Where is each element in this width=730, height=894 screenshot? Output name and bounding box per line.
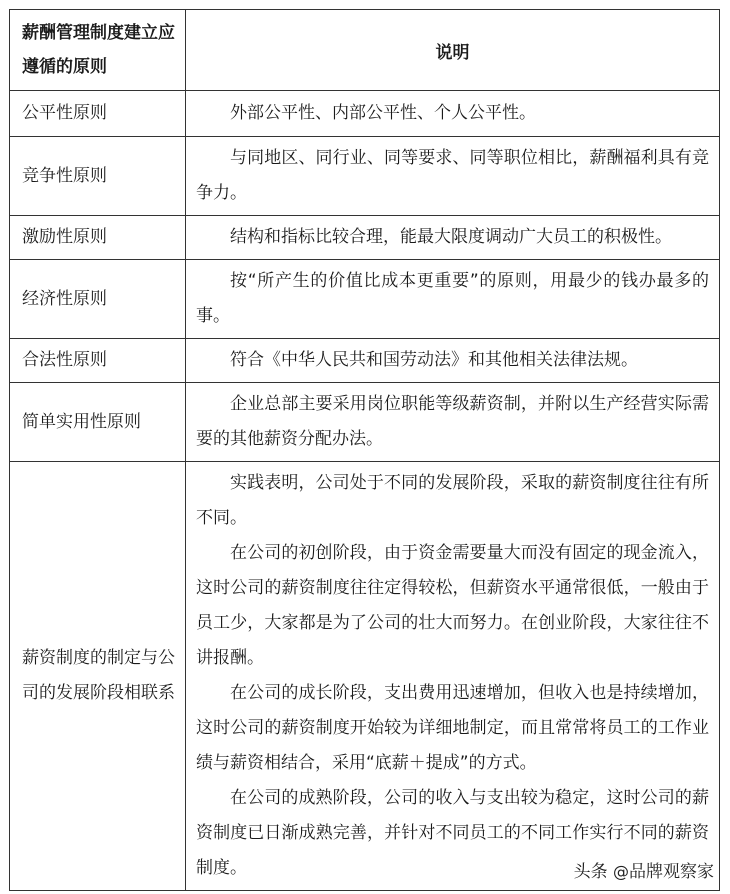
table-row	[10, 383, 720, 462]
description-paragraph: 按“所产生的价值比成本更重要”的原则，用最少的钱办最多的事。	[196, 271, 709, 326]
table-row	[10, 216, 720, 260]
table-row	[10, 91, 720, 137]
description-paragraph: 在公司的成熟阶段，公司的收入与支出较为稳定，这时公司的薪资制度已日渐成熟完善，并针对不同员工的不同工作实行不同的薪资制度。	[196, 788, 709, 878]
description-paragraph: 外部公平性、内部公平性、个人公平性。	[230, 103, 536, 123]
principle-description	[186, 91, 720, 137]
watermark-prefix: 头条	[573, 862, 608, 882]
source-watermark	[572, 857, 716, 882]
description-paragraph: 与同地区、同行业、同等要求、同等职位相比，薪酬福利具有竞争力。	[196, 148, 709, 203]
principle-name: 简单实用性原则	[10, 383, 186, 462]
watermark-at: @	[613, 862, 629, 881]
principle-name: 经济性原则	[10, 260, 186, 339]
description-paragraph: 符合《中华人民共和国劳动法》和其他相关法律法规。	[230, 350, 638, 370]
principle-name: 合法性原则	[10, 339, 186, 383]
table-row	[10, 462, 720, 891]
table-row	[10, 260, 720, 339]
header-description: 说明	[186, 10, 720, 91]
table-row	[10, 339, 720, 383]
description-paragraph: 实践表明，公司处于不同的发展阶段，采取的薪资制度往往有所不同。	[196, 473, 709, 528]
description-paragraph: 在公司的初创阶段，由于资金需要量大而没有固定的现金流入，这时公司的薪资制度往往定得较松，但薪资水平通常很低，一般由于员工少，大家都是为了公司的壮大而努力。在创业阶段，大家往往不讲报酬。	[196, 543, 709, 668]
watermark-name: 品牌观察家	[629, 862, 714, 882]
description-paragraph: 结构和指标比较合理，能最大限度调动广大员工的积极性。	[230, 227, 672, 247]
principle-description	[186, 462, 720, 891]
principle-description	[186, 216, 720, 260]
principle-name: 公平性原则	[10, 91, 186, 137]
description-paragraph: 企业总部主要采用岗位职能等级薪资制，并附以生产经营实际需要的其他薪资分配办法。	[196, 394, 709, 449]
description-paragraph: 在公司的成长阶段，支出费用迅速增加，但收入也是持续增加，这时公司的薪资制度开始较为详细地制定，而且常常将员工的工作业绩与薪资相结合，采用“底薪＋提成”的方式。	[196, 683, 709, 773]
principles-table	[9, 9, 720, 891]
table-header-row	[10, 10, 720, 91]
header-principle: 薪酬管理制度建立应遵循的原则	[10, 10, 186, 91]
principle-name: 竞争性原则	[10, 137, 186, 216]
principle-description	[186, 339, 720, 383]
principle-description	[186, 137, 720, 216]
table-row	[10, 137, 720, 216]
principle-name: 薪资制度的制定与公司的发展阶段相联系	[10, 462, 186, 891]
principle-description	[186, 260, 720, 339]
principle-description	[186, 383, 720, 462]
principle-name: 激励性原则	[10, 216, 186, 260]
